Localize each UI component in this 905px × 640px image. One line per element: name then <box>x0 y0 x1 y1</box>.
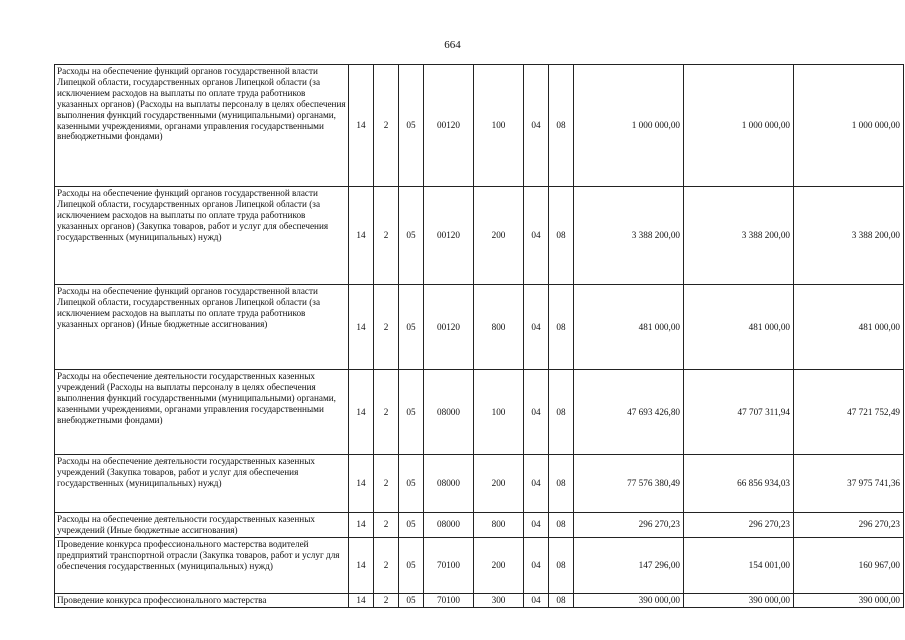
cell-code-5: 800 <box>474 285 524 370</box>
row-description: Расходы на обеспечение деятельности государственных казенных учреждений (Иные бюджетные ассигнования) <box>55 513 349 538</box>
amount-year-3: 160 967,00 <box>794 537 904 593</box>
amount-year-2: 481 000,00 <box>684 285 794 370</box>
cell-code-1: 14 <box>349 513 374 538</box>
amount-year-1: 1 000 000,00 <box>574 65 684 187</box>
cell-code-4: 08000 <box>424 455 474 513</box>
cell-subsection: 08 <box>549 285 574 370</box>
cell-code-3: 05 <box>399 370 424 455</box>
amount-year-3: 1 000 000,00 <box>794 65 904 187</box>
cell-code-4: 70100 <box>424 593 474 607</box>
amount-year-2: 47 707 311,94 <box>684 370 794 455</box>
cell-code-2: 2 <box>374 65 399 187</box>
cell-subsection: 08 <box>549 593 574 607</box>
cell-code-1: 14 <box>349 65 374 187</box>
cell-code-5: 300 <box>474 593 524 607</box>
amount-year-3: 296 270,23 <box>794 513 904 538</box>
cell-code-4: 08000 <box>424 513 474 538</box>
row-description: Расходы на обеспечение деятельности государственных казенных учреждений (Закупка товаров, работ и услуг для обеспечения государственных (муниципальных) нужд) <box>55 455 349 513</box>
cell-subsection: 08 <box>549 513 574 538</box>
cell-code-1: 14 <box>349 285 374 370</box>
cell-section: 04 <box>524 513 549 538</box>
cell-code-3: 05 <box>399 187 424 285</box>
cell-code-1: 14 <box>349 455 374 513</box>
cell-section: 04 <box>524 537 549 593</box>
cell-code-4: 00120 <box>424 187 474 285</box>
cell-code-2: 2 <box>374 370 399 455</box>
amount-year-1: 147 296,00 <box>574 537 684 593</box>
table-row <box>55 285 904 370</box>
page-number: 664 <box>444 39 461 51</box>
row-description: Проведение конкурса профессионального мастерства водителей предприятий транспортной отрасли (Закупка товаров, работ и услуг для обеспечения государственных (муниципальных) нужд) <box>55 537 349 593</box>
cell-subsection: 08 <box>549 65 574 187</box>
cell-code-2: 2 <box>374 285 399 370</box>
cell-code-5: 200 <box>474 455 524 513</box>
cell-code-5: 100 <box>474 370 524 455</box>
amount-year-2: 390 000,00 <box>684 593 794 607</box>
amount-year-3: 3 388 200,00 <box>794 187 904 285</box>
table-row <box>55 65 904 187</box>
budget-table <box>54 64 904 608</box>
row-description: Расходы на обеспечение функций органов государственной власти Липецкой области, государственных органов Липецкой области (за исключением расходов на выплаты по оплате труда работников указанных органов) (Закупка товаров, работ и услуг для обеспечения государственных (муниципальных) нужд) <box>55 187 349 285</box>
cell-code-4: 70100 <box>424 537 474 593</box>
cell-code-5: 200 <box>474 187 524 285</box>
table-row <box>55 537 904 593</box>
row-description: Проведение конкурса профессионального мастерства <box>55 593 349 607</box>
amount-year-2: 296 270,23 <box>684 513 794 538</box>
amount-year-3: 390 000,00 <box>794 593 904 607</box>
cell-code-1: 14 <box>349 187 374 285</box>
cell-section: 04 <box>524 455 549 513</box>
cell-code-2: 2 <box>374 537 399 593</box>
amount-year-1: 47 693 426,80 <box>574 370 684 455</box>
cell-section: 04 <box>524 593 549 607</box>
table-row <box>55 513 904 538</box>
amount-year-3: 37 975 741,36 <box>794 455 904 513</box>
cell-code-3: 05 <box>399 285 424 370</box>
cell-code-1: 14 <box>349 370 374 455</box>
cell-section: 04 <box>524 187 549 285</box>
cell-code-2: 2 <box>374 513 399 538</box>
cell-code-3: 05 <box>399 65 424 187</box>
cell-code-3: 05 <box>399 455 424 513</box>
cell-code-4: 00120 <box>424 285 474 370</box>
cell-subsection: 08 <box>549 370 574 455</box>
amount-year-1: 3 388 200,00 <box>574 187 684 285</box>
amount-year-2: 66 856 934,03 <box>684 455 794 513</box>
amount-year-1: 481 000,00 <box>574 285 684 370</box>
row-description: Расходы на обеспечение функций органов государственной власти Липецкой области, государственных органов Липецкой области (за исключением расходов на выплаты по оплате труда работников указанных органов) (Иные бюджетные ассигнования) <box>55 285 349 370</box>
cell-code-4: 08000 <box>424 370 474 455</box>
row-description: Расходы на обеспечение функций органов государственной власти Липецкой области, государственных органов Липецкой области (за исключением расходов на выплаты по оплате труда работников указанных органов) (Расходы на выплаты персоналу в целях обеспечения выполнения функций государственными (муниципальными) органами, казенными учреждениями, органами управления государственными внебюджетными фондами) <box>55 65 349 187</box>
amount-year-2: 3 388 200,00 <box>684 187 794 285</box>
cell-code-3: 05 <box>399 537 424 593</box>
amount-year-2: 1 000 000,00 <box>684 65 794 187</box>
table-body <box>55 65 904 608</box>
cell-code-5: 800 <box>474 513 524 538</box>
amount-year-3: 481 000,00 <box>794 285 904 370</box>
table-row <box>55 187 904 285</box>
cell-code-3: 05 <box>399 593 424 607</box>
cell-code-4: 00120 <box>424 65 474 187</box>
cell-section: 04 <box>524 285 549 370</box>
cell-code-3: 05 <box>399 513 424 538</box>
row-description: Расходы на обеспечение деятельности государственных казенных учреждений (Расходы на выплаты персоналу в целях обеспечения выполнения функций государственными (муниципальными) органами, казенными учреждениями, органами управления государственными внебюджетными фондами) <box>55 370 349 455</box>
table-row <box>55 370 904 455</box>
cell-code-2: 2 <box>374 187 399 285</box>
cell-subsection: 08 <box>549 537 574 593</box>
cell-section: 04 <box>524 65 549 187</box>
cell-subsection: 08 <box>549 455 574 513</box>
amount-year-1: 390 000,00 <box>574 593 684 607</box>
cell-subsection: 08 <box>549 187 574 285</box>
cell-code-5: 100 <box>474 65 524 187</box>
cell-code-1: 14 <box>349 593 374 607</box>
cell-code-5: 200 <box>474 537 524 593</box>
cell-code-1: 14 <box>349 537 374 593</box>
amount-year-2: 154 001,00 <box>684 537 794 593</box>
table-row <box>55 455 904 513</box>
cell-section: 04 <box>524 370 549 455</box>
cell-code-2: 2 <box>374 593 399 607</box>
amount-year-1: 296 270,23 <box>574 513 684 538</box>
table-row <box>55 593 904 607</box>
amount-year-3: 47 721 752,49 <box>794 370 904 455</box>
amount-year-1: 77 576 380,49 <box>574 455 684 513</box>
cell-code-2: 2 <box>374 455 399 513</box>
